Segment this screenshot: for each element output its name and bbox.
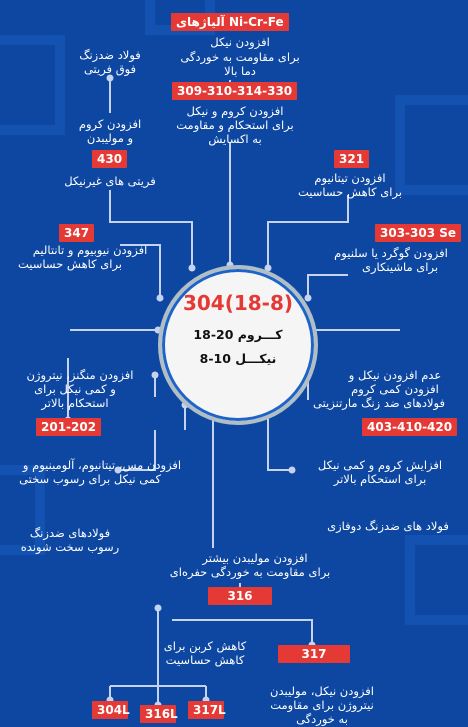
connector-dot <box>289 467 296 474</box>
nicrfe-desc-2: برای مقاومت به خوردگی <box>180 50 300 64</box>
hub-nickel: نیکـــل 10-8 <box>199 351 277 366</box>
label-201: 201-202 <box>36 418 101 436</box>
s309-desc-2: برای استحکام و مقاومت <box>176 118 294 132</box>
s321-desc-1: افزودن تیتانیوم <box>314 171 386 185</box>
duplex-desc-2: برای استحکام بالاتر <box>333 472 427 486</box>
hub-chromium: کـــروم 20-18 <box>193 327 283 342</box>
nicrfe-desc-1: افزودن نیکل <box>210 35 270 49</box>
connector-dot <box>152 372 159 379</box>
s347-desc-1: افزودن نیوبیوم و تانتالیم <box>32 243 148 257</box>
connector-dot <box>189 265 196 272</box>
lowcarbon-desc-2: کاهش حساسیت <box>165 653 245 667</box>
s317-desc-2: نیتروژن برای مقاومت <box>270 698 374 712</box>
s403-desc-1: عدم افزودن نیکل و <box>348 368 442 382</box>
s316-desc-2: برای مقاومت به خوردگی حفره‌ای <box>169 565 331 579</box>
hub-title: 304(18-8) <box>182 291 294 315</box>
s303-desc-2: برای ماشینکاری <box>361 260 439 274</box>
label-347: 347 <box>59 224 94 242</box>
lowcarbon-desc-1: کاهش کربن برای <box>163 639 247 653</box>
label-316: 316 <box>208 587 272 605</box>
superferritic-desc-1: فولاد ضدزنگ <box>79 48 141 62</box>
s317-desc-1: افزودن نیکل، مولیبدن <box>270 684 374 698</box>
s430-desc-1: فریتی های غیرنیکل <box>64 174 156 188</box>
hardening-desc-2: کمی نیکل برای رسوب سختی <box>19 472 161 486</box>
duplexsteel-desc-1: فولاد های ضدزنگ دوفازی <box>327 519 449 533</box>
label-317: 317 <box>278 645 350 663</box>
s321-desc-2: برای کاهش حساسیت <box>297 185 403 199</box>
s316-desc-1: افزودن مولیبدن بیشتر <box>202 551 308 565</box>
s309-desc-3: به اکسایش <box>208 132 262 146</box>
label-403: 403-410-420 <box>362 418 457 436</box>
label-304l: 304L <box>92 701 128 719</box>
s317-desc-3: به خوردگی <box>296 712 348 726</box>
hardening-desc-1: افزودن مس، تیتانیوم، آلومینیوم و <box>22 458 182 472</box>
s303-desc-1: افزودن گوگرد یا سلنیوم <box>334 246 448 260</box>
s347-desc-2: برای کاهش حساسیت <box>17 257 123 271</box>
nicrfe-desc-3: دما بالا <box>224 64 256 78</box>
s430-pre-1: افزودن کروم <box>78 117 142 131</box>
label-309: 309-310-314-330 <box>172 82 297 100</box>
s309-desc-1: افزودن کروم و نیکل <box>186 104 284 118</box>
s201-desc-2: و کمی نیکل برای <box>34 382 116 396</box>
phsteel-desc-1: فولادهای ضدزنگ <box>29 526 111 540</box>
label-430: 430 <box>92 150 127 168</box>
superferritic-desc-2: فوق فریتی <box>83 62 137 76</box>
s430-pre-2: و مولیبدن <box>86 131 134 145</box>
s201-desc-1: افزودن منگنز، نیتروژن <box>26 368 134 382</box>
duplex-desc-1: افزایش کروم و کمی نیکل <box>317 458 443 472</box>
label-316l: 316L <box>140 705 176 723</box>
connector-dot <box>155 605 162 612</box>
s403-desc-2: افزودن کمی کروم <box>351 382 439 396</box>
label-303: 303-303 Se <box>375 224 461 242</box>
phsteel-desc-2: رسوب سخت شونده <box>20 540 120 554</box>
label-317l: 317L <box>188 701 224 719</box>
s201-desc-3: استحکام بالاتر <box>41 396 109 410</box>
label-nicrfe: آلیاژهای Ni-Cr-Fe <box>171 13 289 31</box>
label-321: 321 <box>334 150 369 168</box>
s403-desc-3: فولادهای ضد زنگ مارتنزیتی <box>313 396 445 410</box>
